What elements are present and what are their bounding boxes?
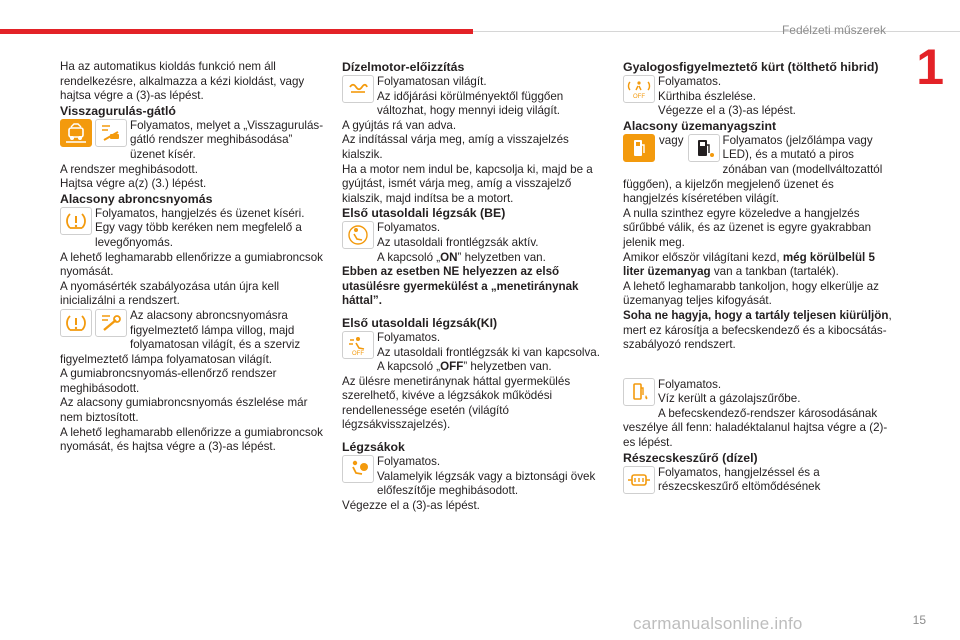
heading-low-fuel: Alacsony üzemanyagszint — [623, 118, 777, 133]
glow-plug-icon — [342, 75, 374, 103]
svg-text:OFF: OFF — [633, 94, 645, 100]
column-left — [60, 60, 326, 455]
heading-pedestrian-horn: Gyalogosfigyelmeztető kürt (tölthető hibrid) — [623, 60, 879, 74]
dpf-text-1: Folyamatos, hangjelzéssel és a részecskeszűrő eltömődésének — [658, 465, 821, 494]
service-wrench-icon — [95, 309, 127, 337]
heading-airbag-off: Első utasoldali légzsák(KI) — [342, 315, 498, 330]
airbag-icon — [342, 455, 374, 483]
water-text-2: Víz került a gázolajszűrőbe. — [658, 392, 801, 406]
glow-text-5: Ha a motor nem indul be, kapcsolja ki, majd be a gyújtást, ismét várja meg, amíg a visszajelző kialszik, majd indítsa be a motort. — [342, 162, 593, 205]
water-in-fuel-icon — [623, 378, 655, 406]
airbags-text-3: Végezze el a (3)-as lépést. — [342, 498, 480, 512]
water-text-3: A befecskendező-rendszer károsodásának veszélye áll fenn: haladéktalanul hajtsa végre a (2)-es lépést. — [623, 406, 888, 450]
airbag-off-text-2: Az utasoldali frontlégzsák ki van kapcsolva. — [377, 345, 600, 359]
airbags-text-2: Valamelyik légzsák vagy a biztonsági övek előfeszítője meghibásodott. — [377, 469, 596, 498]
rollback-warning-icon — [60, 119, 92, 147]
or-text: vagy — [659, 133, 684, 147]
glow-text-4: Az indítással várja meg, amíg a visszajelzés kialszik. — [342, 133, 569, 161]
fuel-text-5: Soha ne hagyja, hogy a tartály teljesen kiürüljön, mert ez károsítja a befecskendező és a kibocsátás-szabályozó rendszert. — [623, 308, 892, 352]
airbag-off-icon — [342, 331, 374, 359]
chapter-number: 1 — [916, 39, 944, 95]
column-middle — [342, 60, 607, 513]
fuel-text-3: Amikor először világítani kezd, még körülbelül 5 liter üzemanyag van a tankban (tartalék). — [623, 250, 875, 279]
intro-text: Ha az automatikus kioldás funkció nem áll rendelkezésre, alkalmazza a kézi kioldást, vagy hajtsa végre a (3)-as lépést. — [60, 60, 305, 103]
fuel-pump-icon — [623, 134, 655, 162]
airbag-on-warning: Ebben az esetben NE helyezzen az első utasülésre gyermekülést a „menetiránynak háttal”. — [342, 265, 579, 308]
glow-text-3: A gyújtás rá van adva. — [342, 118, 457, 132]
heading-glow-plug: Dízelmotor-előizzítás — [342, 60, 465, 74]
fuel-text-4: A lehető leghamarabb tankoljon, hogy elkerülje az üzemanyag teljes kifogyását. — [623, 279, 879, 308]
horn-text-3: Végezze el a (3)-as lépést. — [658, 104, 796, 118]
heading-tyre: Alacsony abroncsnyomás — [60, 191, 213, 206]
tyre-text-8: A lehető leghamarabb ellenőrizze a gumiabroncsok nyomását, és hajtsa végre a (3)-as lépést. — [60, 425, 323, 454]
airbag-on-icon — [342, 221, 374, 249]
glow-text-1: Folyamatosan világít. — [377, 75, 487, 88]
airbag-off-text-4: Az ülésre menetiránynak háttal gyermekülés szerelhető, kivéve a légzsákok működési rendellenessége esetén (világító légzsákvisszajelzés). — [342, 374, 571, 432]
rollback-car-icon — [95, 119, 127, 147]
header-accent-bar — [0, 29, 473, 34]
particle-filter-icon — [623, 466, 655, 494]
fuel-text-2: A nulla szinthez egyre közeledve a hangjelzés sűrűbbé válik, és az üzenet is egyre gyakrabban jelenik meg. — [623, 206, 872, 249]
tyre-text-3: A lehető leghamarabb ellenőrizze a gumiabroncsok nyomását. — [60, 250, 323, 279]
tyre-text-4: A nyomásérték szabályozása után újra kell inicializálni a rendszert. — [60, 279, 280, 308]
header-divider — [473, 31, 960, 32]
tyre-text-1: Folyamatos, hangjelzés és üzenet kíséri. — [95, 206, 305, 220]
tyre-text-7: Az alacsony gumiabroncsnyomás észlelése már nem biztosított. — [60, 396, 308, 425]
rollback-text-2: A rendszer meghibásodott. — [60, 162, 198, 176]
heading-airbags: Légzsákok — [342, 440, 405, 455]
tyre-text-6: A gumiabroncsnyomás-ellenőrző rendszer meghibásodott. — [60, 367, 277, 395]
tyre-pressure-icon — [60, 207, 92, 235]
section-title: Fedélzeti műszerek — [781, 23, 886, 37]
fuel-pump-led-icon — [688, 134, 720, 162]
horn-text-2: Kürthiba észlelése. — [658, 89, 756, 103]
page-number: 15 — [912, 613, 926, 627]
svg-text:OFF: OFF — [352, 350, 364, 356]
horn-text-1: Folyamatos. — [658, 75, 722, 88]
airbag-on-text-1: Folyamatos. — [377, 221, 441, 235]
watermark: carmanualsonline.info — [633, 614, 803, 633]
airbag-off-text-3: A kapcsoló „OFF” helyzetben van. — [377, 360, 552, 374]
airbags-text-1: Folyamatos. — [377, 455, 441, 469]
water-text-1: Folyamatos. — [658, 377, 722, 391]
tyre-text-2: Egy vagy több keréken nem megfelelő a levegőnyomás. — [95, 221, 302, 249]
fuel-text-1: Folyamatos (jelzőlámpa vagy LED), és a mutató a piros zónában van (modellváltozattól függően), a kijelzőn megjelenő üzenet és hangjelzés kíséretében világít. — [623, 133, 883, 206]
heading-particle-filter: Részecskeszűrő (dízel) — [623, 450, 758, 465]
heading-rollback: Visszagurulás-gátló — [60, 103, 176, 118]
airbag-on-text-2: Az utasoldali frontlégzsák aktív. — [377, 235, 539, 249]
rollback-text-3: Hajtsa végre a(z) (3.) lépést. — [60, 177, 207, 191]
heading-airbag-on: Első utasoldali légzsák (BE) — [342, 206, 506, 221]
airbag-on-text-3: A kapcsoló „ON” helyzetben van. — [377, 250, 546, 264]
tyre-text-5: Az alacsony abroncsnyomásra figyelmeztető lámpa villog, majd folyamatosan világít, és a szerviz figyelmeztető lámpa folyamatosan világít. — [60, 308, 301, 366]
pedestrian-horn-off-icon — [623, 75, 655, 103]
glow-text-2: Az időjárási körülményektől függően változhat, hogy mennyi ideig világít. — [377, 89, 564, 118]
rollback-text-1: Folyamatos, melyet a „Visszagurulás-gátló rendszer meghibásodása” üzenet kísér. — [130, 118, 324, 161]
airbag-off-text-1: Folyamatos. — [377, 330, 441, 344]
column-right — [623, 60, 892, 496]
tyre-pressure-icon-2 — [60, 309, 92, 337]
